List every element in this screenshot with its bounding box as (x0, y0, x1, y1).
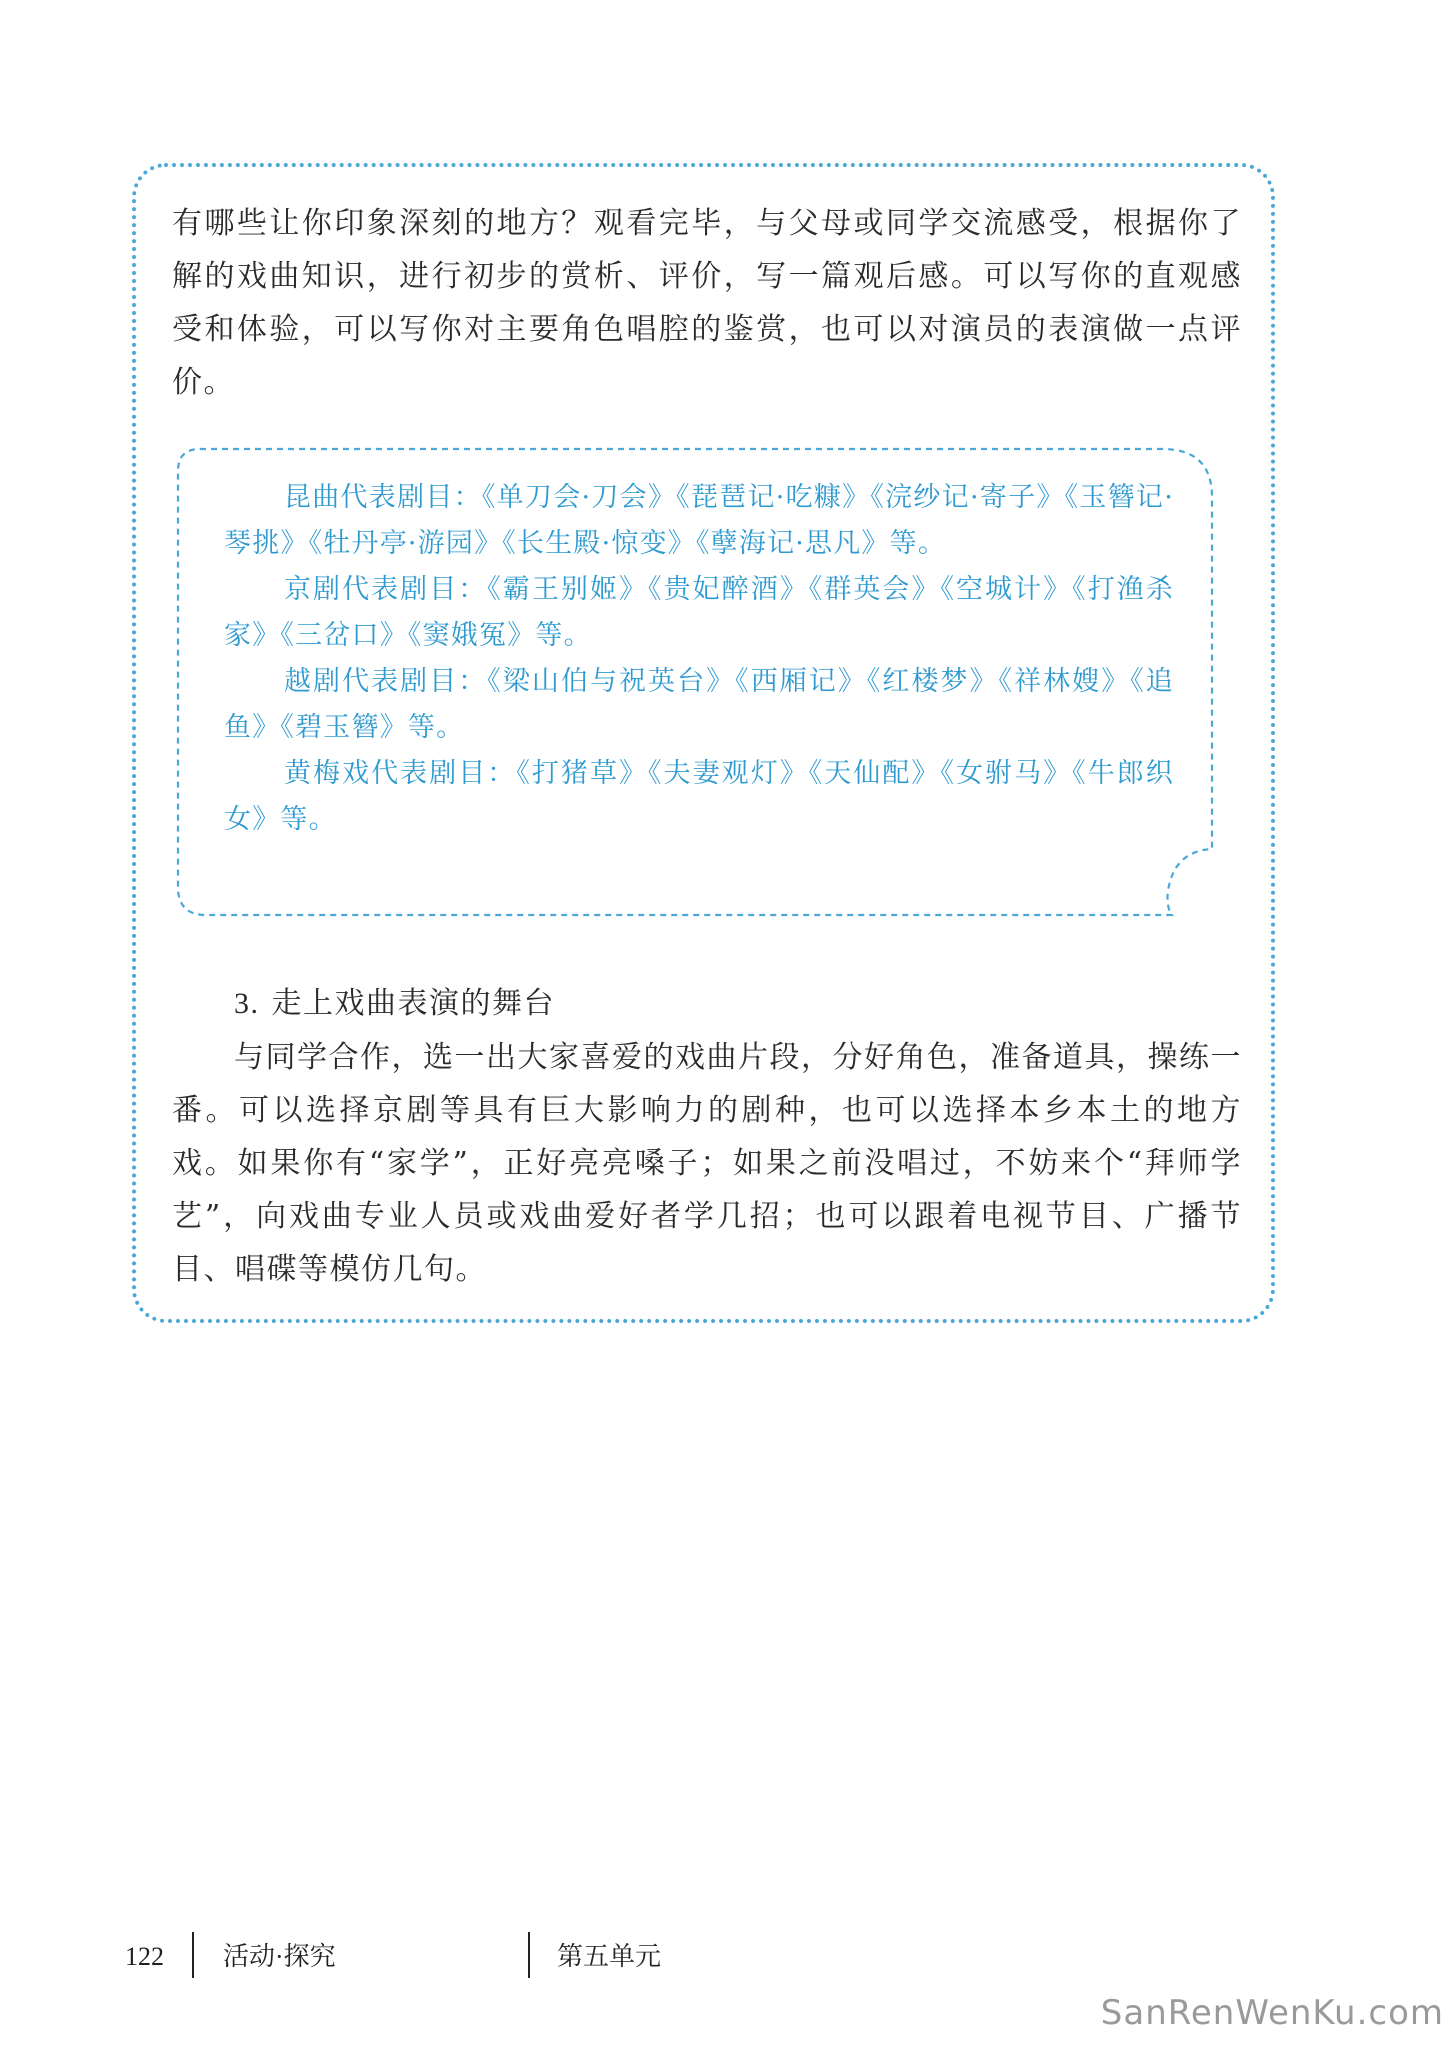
repertoire-item-yueju (224, 659, 1174, 751)
intro-paragraph: 有哪些让你印象深刻的地方？观看完毕，与父母或同学交流感受，根据你了解的戏曲知识，进行初步的赏析、评价，写一篇观后感。可以写你的直观感受和体验，可以写你对主要角色唱腔的鉴赏，也可以对演员的表演做一点评价。 (172, 206, 1242, 400)
repertoire-item-jingju (224, 567, 1174, 659)
section-title: 走上戏曲表演的舞台 (271, 986, 555, 1021)
repertoire-label: 昆曲代表剧目： (284, 482, 482, 513)
section-paragraph: 与同学合作，选一出大家喜爱的戏曲片段，分好角色，准备道具，操练一番。可以选择京剧等具有巨大影响力的剧种，也可以选择本乡本土的地方戏。如果你有“家学”，正好亮亮嗓子；如果之前没唱过，不妨来个“拜师学艺”，向戏曲专业人员或戏曲爱好者学几招；也可以跟着电视节目、广播节目、唱碟等模仿几句。 (172, 1040, 1242, 1287)
watermark: SanRenWenKu.com (1100, 1993, 1444, 2033)
footer-divider (528, 1932, 530, 1978)
footer-section-name: 活动·探究 (223, 1942, 336, 1971)
section-heading (172, 977, 1242, 1030)
repertoire-item-huangmeixi (224, 751, 1174, 843)
repertoire-box (172, 441, 1224, 921)
repertoire-text: 《霸王别姬》《贵妃醉酒》《群英会》《空城计》《打渔杀家》《三岔口》《窦娥冤》等。 (224, 574, 1175, 651)
repertoire-label: 越剧代表剧目： (284, 666, 488, 697)
repertoire-item-kunqu (224, 475, 1174, 567)
section-paragraph-block (172, 1031, 1242, 1296)
footer-divider (192, 1932, 194, 1978)
repertoire-text: 《单刀会·刀会》《琵琶记·吃糠》《浣纱记·寄子》《玉簪记·琴挑》《牡丹亭·游园》《长生殿·惊变》《孽海记·思凡》等。 (224, 482, 1174, 559)
repertoire-label: 京剧代表剧目： (284, 574, 488, 605)
repertoire-list (224, 475, 1174, 843)
repertoire-text: 《梁山伯与祝英台》《西厢记》《红楼梦》《祥林嫂》《追鱼》《碧玉簪》等。 (224, 666, 1175, 743)
repertoire-label: 黄梅戏代表剧目： (284, 758, 517, 789)
section-number: 3. (234, 987, 260, 1020)
page-number: 122 (125, 1942, 164, 1971)
footer-unit-name: 第五单元 (557, 1942, 662, 1971)
repertoire-text: 《打猪草》《夫妻观灯》《天仙配》《女驸马》《牛郎织女》等。 (224, 758, 1174, 835)
